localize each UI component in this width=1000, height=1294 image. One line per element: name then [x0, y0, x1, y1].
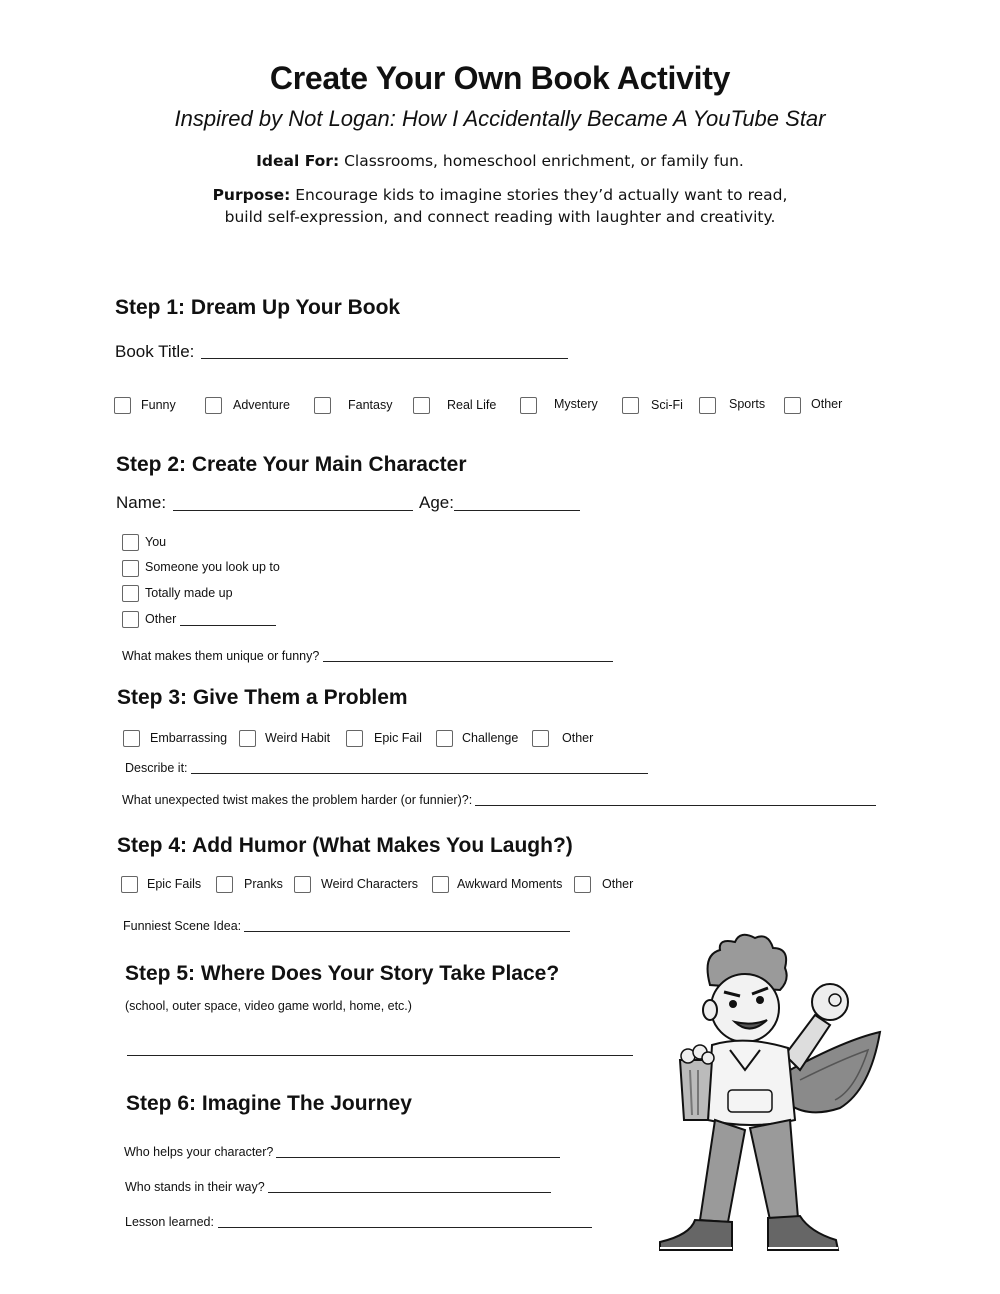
superhero-boy-illustration: [640, 930, 890, 1260]
character-look-up-checkbox[interactable]: [122, 560, 139, 577]
genre-sci-fi-checkbox[interactable]: [622, 397, 639, 414]
stands-label: Who stands in their way?: [125, 1180, 265, 1194]
page-title: Create Your Own Book Activity: [269, 60, 731, 96]
humor-pranks-checkbox[interactable]: [216, 876, 233, 893]
unique-line[interactable]: [323, 661, 613, 662]
describe-line[interactable]: [191, 773, 648, 774]
genre-fantasy-label: Fantasy: [348, 398, 393, 412]
problem-epic-fail-checkbox[interactable]: [346, 730, 363, 747]
character-made-up-checkbox[interactable]: [122, 585, 139, 602]
genre-sci-fi-label: Sci-Fi: [651, 398, 683, 412]
book-title-line[interactable]: [201, 358, 568, 359]
age-line[interactable]: [454, 510, 580, 511]
problem-challenge-label: Challenge: [462, 731, 519, 745]
genre-other-checkbox[interactable]: [784, 397, 801, 414]
character-other-checkbox[interactable]: [122, 611, 139, 628]
scene-label: Funniest Scene Idea:: [123, 919, 242, 933]
genre-adventure-checkbox[interactable]: [205, 397, 222, 414]
purpose: [0, 184, 1000, 228]
step4-heading: Step 4: Add Humor (What Makes You Laugh?): [117, 834, 573, 857]
page-subtitle: Inspired by Not Logan: How I Accidentally Became A YouTube Star: [174, 106, 826, 131]
twist-line[interactable]: [475, 805, 876, 806]
age-label: Age:: [419, 493, 454, 512]
genre-funny-label: Funny: [141, 398, 176, 412]
humor-pranks-label: Pranks: [244, 877, 283, 891]
problem-weird-habit-checkbox[interactable]: [239, 730, 256, 747]
character-other-line[interactable]: [180, 625, 276, 626]
genre-mystery-checkbox[interactable]: [520, 397, 537, 414]
unique-label: What makes them unique or funny?: [122, 649, 320, 663]
twist-label: What unexpected twist makes the problem harder (or funnier)?:: [122, 793, 473, 807]
genre-real-life-checkbox[interactable]: [413, 397, 430, 414]
problem-epic-fail-label: Epic Fail: [374, 731, 422, 745]
step6-heading: Step 6: Imagine The Journey: [126, 1092, 412, 1115]
ideal-for: [0, 152, 1000, 170]
purpose-label: Purpose:: [212, 186, 291, 204]
genre-fantasy-checkbox[interactable]: [314, 397, 331, 414]
step3-heading: Step 3: Give Them a Problem: [117, 686, 408, 709]
step1-heading: Step 1: Dream Up Your Book: [115, 296, 401, 319]
stands-line[interactable]: [268, 1192, 551, 1193]
problem-other-checkbox[interactable]: [532, 730, 549, 747]
genre-funny-checkbox[interactable]: [114, 397, 131, 414]
problem-weird-habit-label: Weird Habit: [265, 731, 331, 745]
humor-other-label: Other: [602, 877, 634, 891]
humor-other-checkbox[interactable]: [574, 876, 591, 893]
humor-weird-characters-label: Weird Characters: [321, 877, 419, 891]
genre-other-label: Other: [811, 397, 843, 411]
character-look-up-label: Someone you look up to: [145, 560, 280, 574]
ideal-for-text: Classrooms, homeschool enrichment, or family fun.: [344, 152, 744, 170]
character-you-label: You: [145, 535, 167, 549]
genre-real-life-label: Real Life: [447, 398, 497, 412]
character-other-label: Other: [145, 612, 177, 626]
lesson-line[interactable]: [218, 1227, 592, 1228]
step2-heading: Step 2: Create Your Main Character: [116, 453, 467, 476]
lesson-label: Lesson learned:: [125, 1215, 214, 1229]
humor-awkward-moments-checkbox[interactable]: [432, 876, 449, 893]
genre-sports-label: Sports: [729, 397, 766, 411]
humor-awkward-moments-label: Awkward Moments: [457, 877, 563, 891]
step5-heading: Step 5: Where Does Your Story Take Place?: [125, 962, 560, 985]
problem-challenge-checkbox[interactable]: [436, 730, 453, 747]
problem-other-label: Other: [562, 731, 594, 745]
character-you-checkbox[interactable]: [122, 534, 139, 551]
humor-epic-fails-label: Epic Fails: [147, 877, 202, 891]
humor-epic-fails-checkbox[interactable]: [121, 876, 138, 893]
step5-hint: (school, outer space, video game world, home, etc.): [125, 999, 412, 1013]
genre-adventure-label: Adventure: [233, 398, 290, 412]
helps-label: Who helps your character?: [124, 1145, 274, 1159]
place-line[interactable]: [127, 1055, 633, 1056]
problem-embarrassing-checkbox[interactable]: [123, 730, 140, 747]
scene-line[interactable]: [244, 931, 570, 932]
helps-line[interactable]: [276, 1157, 560, 1158]
problem-embarrassing-label: Embarrassing: [150, 731, 228, 745]
book-title-label: Book Title:: [115, 342, 195, 361]
purpose-text-1: Encourage kids to imagine stories they’d actually want to read,: [295, 186, 788, 204]
describe-label: Describe it:: [125, 761, 188, 775]
character-made-up-label: Totally made up: [145, 586, 233, 600]
name-line[interactable]: [173, 510, 413, 511]
humor-weird-characters-checkbox[interactable]: [294, 876, 311, 893]
name-label: Name:: [116, 493, 167, 512]
purpose-text-2: build self-expression, and connect reading with laughter and creativity.: [224, 208, 776, 226]
genre-mystery-label: Mystery: [554, 397, 598, 411]
ideal-for-label: Ideal For:: [256, 152, 340, 170]
genre-sports-checkbox[interactable]: [699, 397, 716, 414]
